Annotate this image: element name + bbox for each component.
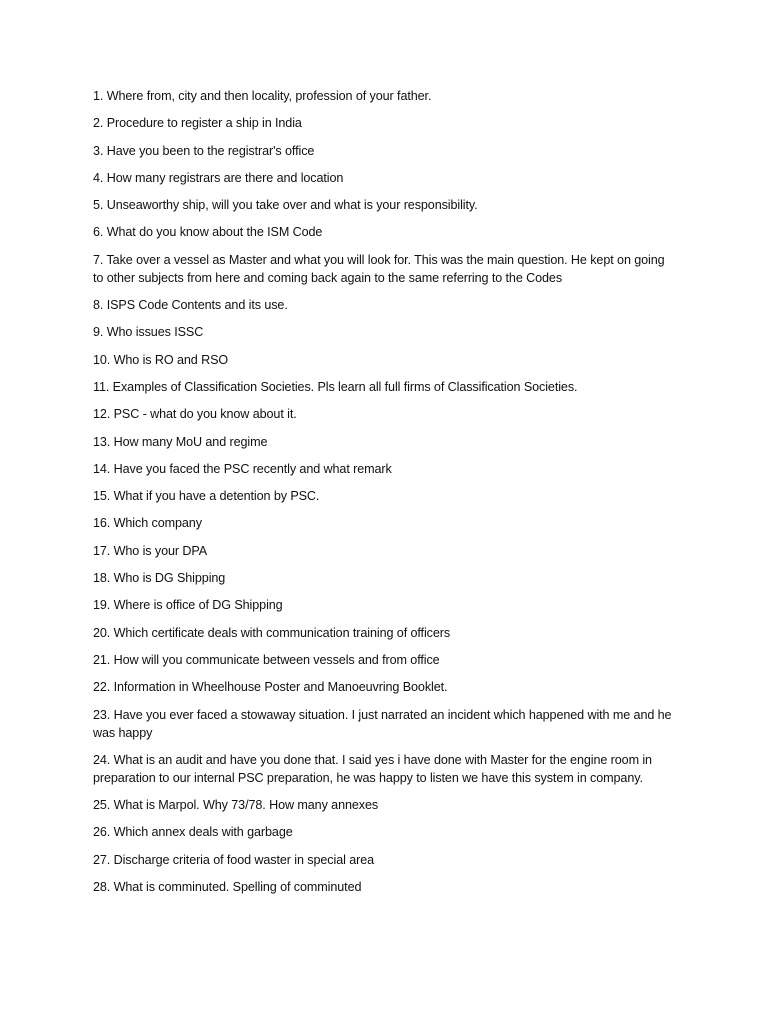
question-item: 2. Procedure to register a ship in India [93, 116, 302, 131]
question-item: 22. Information in Wheelhouse Poster and Manoeuvring Booklet. [93, 680, 448, 695]
question-item: 28. What is comminuted. Spelling of comminuted [93, 880, 362, 895]
question-item: 12. PSC - what do you know about it. [93, 407, 297, 422]
question-item: 7. Take over a vessel as Master and what you will look for. This was the main question. He kept on going to other subjects from here and coming back again to the same referring to the Codes [93, 252, 665, 285]
question-item: 3. Have you been to the registrar's office [93, 143, 315, 158]
question-item: 18. Who is DG Shipping [93, 571, 226, 586]
question-item: 20. Which certificate deals with communication training of officers [93, 625, 451, 640]
question-item: 9. Who issues ISSC [93, 325, 204, 340]
question-item: 15. What if you have a detention by PSC. [93, 489, 320, 504]
question-item: 13. How many MoU and regime [93, 434, 268, 449]
question-item: 25. What is Marpol. Why 73/78. How many annexes [93, 798, 379, 813]
question-item: 19. Where is office of DG Shipping [93, 598, 283, 613]
question-item: 17. Who is your DPA [93, 543, 208, 558]
document-page [93, 87, 678, 905]
question-item: 23. Have you ever faced a stowaway situation. I just narrated an incident which happened with me and he was happy [93, 707, 672, 740]
question-item: 24. What is an audit and have you done that. I said yes i have done with Master for the engine room in preparation to our internal PSC preparation, he was happy to listen we have this system in company. [93, 752, 652, 785]
question-item: 16. Which company [93, 516, 202, 531]
question-item: 10. Who is RO and RSO [93, 352, 229, 367]
question-item: 27. Discharge criteria of food waster in special area [93, 852, 374, 867]
question-item: 11. Examples of Classification Societies. Pls learn all full firms of Classification Societies. [93, 379, 578, 394]
question-item: 5. Unseaworthy ship, will you take over and what is your responsibility. [93, 198, 478, 213]
question-item: 1. Where from, city and then locality, profession of your father. [93, 89, 432, 103]
question-item: 4. How many registrars are there and location [93, 170, 344, 185]
question-item: 14. Have you faced the PSC recently and what remark [93, 461, 392, 476]
question-item: 6. What do you know about the ISM Code [93, 225, 323, 240]
question-item: 8. ISPS Code Contents and its use. [93, 298, 288, 313]
question-item: 21. How will you communicate between vessels and from office [93, 652, 440, 667]
question-item: 26. Which annex deals with garbage [93, 825, 293, 840]
